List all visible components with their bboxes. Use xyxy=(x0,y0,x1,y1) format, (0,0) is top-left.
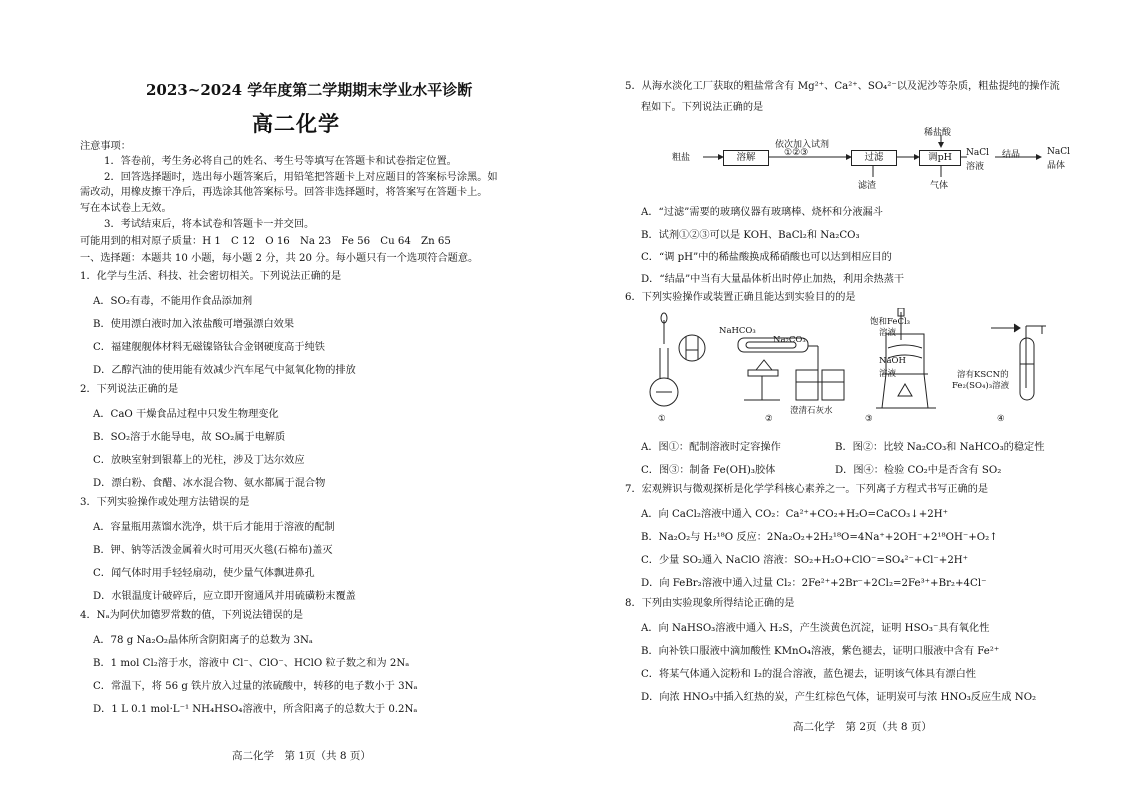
flow-residue-label: 滤渣 xyxy=(858,181,877,191)
q4-option-c: C．常温下，将 56 g 铁片放入过量的浓硫酸中，转移的电子数小于 3Nₐ xyxy=(93,681,418,692)
q5-option-a: A．“过滤”需要的玻璃仪器有玻璃棒、烧杯和分液漏斗 xyxy=(641,207,883,218)
q2-option-d: D．漂白粉、食醋、冰水混合物、氨水都属于混合物 xyxy=(93,478,326,489)
flow-step-ph: 调pH xyxy=(919,150,961,166)
label-na2co3: Na₂CO₃ xyxy=(773,335,806,345)
q2-option-c: C．放映室射到银幕上的光柱，涉及丁达尔效应 xyxy=(93,455,305,466)
label-limewater: 澄清石灰水 xyxy=(790,406,833,416)
flow-nacl-solution-2: 溶液 xyxy=(966,162,985,172)
label-naoh: NaOH xyxy=(879,356,906,366)
flow-nacl-crystal: NaCl xyxy=(1047,147,1071,157)
q6-option-b: B．图②：比较 Na₂CO₃和 NaHCO₃的稳定性 xyxy=(835,442,1045,453)
figure-number-4: ④ xyxy=(997,414,1005,424)
question-1-stem: 1．化学与生活、科技、社会密切相关。下列说法正确的是 xyxy=(80,271,342,282)
figure-1-flask xyxy=(650,313,705,406)
question-7-stem: 7．宏观辨识与微观探析是化学学科核心素养之一。下列离子方程式书写正确的是 xyxy=(625,484,989,495)
q7-option-a: A．向 CaCl₂溶液中通入 CO₂：Ca²⁺+CO₂+H₂O=CaCO₃↓+2H⁺ xyxy=(641,509,948,520)
q4-option-a: A．78 g Na₂O₂晶体所含阴阳离子的总数为 3Nₐ xyxy=(93,635,313,646)
figure-2-heating xyxy=(738,338,844,400)
q1-option-c: C．福建舰舰体材料无磁镍铬钛合金钢硬度高于纯铁 xyxy=(93,342,325,353)
q6-option-a: A．图①：配制溶液时定容操作 xyxy=(641,442,781,453)
q7-option-b: B．Na₂O₂与 H₂¹⁸O 反应：2Na₂O₂+2H₂¹⁸O=4Na⁺+2OH⁻+2¹⁸OH⁻+O₂↑ xyxy=(641,532,998,543)
flow-step-dissolve: 溶解 xyxy=(723,150,769,166)
atomic-masses: 可能用到的相对原子质量：H 1 C 12 O 16 Na 23 Fe 56 Cu 64 Zn 65 xyxy=(80,236,451,247)
flow-nacl-crystal-2: 晶体 xyxy=(1047,161,1066,171)
q3-option-d: D．水银温度计破碎后，应立即开窗通风并用硫磺粉末覆盖 xyxy=(93,591,356,602)
label-fe2so43: Fe₂(SO₄)₃溶液 xyxy=(952,381,1010,391)
q1-option-a: A．SO₂有毒，不能用作食品添加剂 xyxy=(93,296,253,307)
question-4-stem: 4．Nₐ为阿伏加德罗常数的值，下列说法错误的是 xyxy=(80,610,304,621)
q5-option-d: D．“结晶”中当有大量晶体析出时停止加热，利用余热蒸干 xyxy=(641,274,905,285)
right-page xyxy=(561,0,1122,794)
notice-line: 写在本试卷上无效。 xyxy=(80,203,172,214)
q3-option-a: A．容量瓶用蒸馏水洗净，烘干后才能用于溶液的配制 xyxy=(93,522,335,533)
flow-reagent-label: 依次加入试剂 xyxy=(775,140,830,150)
q8-option-d: D．向浓 HNO₃中插入红热的炭，产生红棕色气体，证明炭可与浓 HNO₃反应生成 NO₂ xyxy=(641,692,1037,703)
q6-option-d: D．图④：检验 CO₂中是否含有 SO₂ xyxy=(835,465,1002,476)
question-5-stem: 5．从海水淡化工厂获取的粗盐常含有 Mg²⁺、Ca²⁺、SO₄²⁻以及泥沙等杂质，粗盐提纯的操作流 xyxy=(625,81,1060,92)
q7-option-c: C．少量 SO₂通入 NaClO 溶液：SO₂+H₂O+ClO⁻=SO₄²⁻+Cl⁻+2H⁺ xyxy=(641,555,969,566)
q3-option-b: B．钾、钠等活泼金属着火时可用灭火毯(石棉布)盖灭 xyxy=(93,545,333,556)
section-heading: 一、选择题：本题共 10 小题，每小题 2 分，共 20 分。每小题只有一个选项符合题意。 xyxy=(80,253,479,264)
notice-line: 需改动，用橡皮擦干净后，再选涂其他答案标号。回答非选择题时，将答案写在答题卡上。 xyxy=(80,187,488,198)
question-2-stem: 2．下列说法正确的是 xyxy=(80,384,179,395)
q8-option-c: C．将某气体通入淀粉和 I₂的混合溶液，蓝色褪去，证明该气体具有漂白性 xyxy=(641,669,976,680)
flow-acid-label: 稀盐酸 xyxy=(924,128,952,138)
q8-option-a: A．向 NaHSO₃溶液中通入 H₂S，产生淡黄色沉淀，证明 HSO₃⁻具有氧化性 xyxy=(641,623,990,634)
q2-option-b: B．SO₂溶于水能导电，故 SO₂属于电解质 xyxy=(93,432,286,443)
notice-line: 2．回答选择题时，选出每小题答案后，用铅笔把答题卡上对应题目的答案标号涂黑。如 xyxy=(104,172,498,183)
q1-option-d: D．乙醇汽油的使用能有效减少汽车尾气中氮氧化物的排放 xyxy=(93,365,356,376)
page-footer: 高二化学 第 2页（共 8 页） xyxy=(793,721,932,733)
q6-option-c: C．图③：制备 Fe(OH)₃胶体 xyxy=(641,465,776,476)
flow-gas-label: 气体 xyxy=(930,181,949,191)
q5-option-c: C．“调 pH”中的稀盐酸换成稀硝酸也可以达到相应目的 xyxy=(641,252,892,263)
question-8-stem: 8．下列由实验现象所得结论正确的是 xyxy=(625,598,795,609)
label-fecl3-solution: 溶液 xyxy=(879,328,897,338)
notice-title: 注意事项： xyxy=(80,141,131,152)
q1-option-b: B．使用漂白液时加入浓盐酸可增强漂白效果 xyxy=(93,319,295,330)
q8-option-b: B．向补铁口服液中滴加酸性 KMnO₄溶液，紫色褪去，证明口服液中含有 Fe²⁺ xyxy=(641,646,1000,657)
q5-option-b: B．试剂①②③可以是 KOH、BaCl₂和 Na₂CO₃ xyxy=(641,230,860,241)
q4-option-b: B．1 mol Cl₂溶于水，溶液中 Cl⁻、ClO⁻、HClO 粒子数之和为 2Nₐ xyxy=(93,658,410,669)
label-fecl3: 饱和FeCl₃ xyxy=(870,317,911,327)
q7-option-d: D．向 FeBr₂溶液中通入过量 Cl₂：2Fe²⁺+2Br⁻+2Cl₂=2Fe³⁺+Br₂+4Cl⁻ xyxy=(641,578,987,589)
flow-nacl-solution: NaCl xyxy=(966,148,990,158)
figure-number-1: ① xyxy=(658,414,666,424)
flow-crystal-label: 结晶 xyxy=(1002,150,1021,160)
notice-line: 1．答卷前，考生务必将自己的姓名、考生号等填写在答题卡和试卷指定位置。 xyxy=(104,156,457,167)
flow-start-label: 粗盐 xyxy=(672,153,691,163)
figure-number-2: ② xyxy=(765,414,773,424)
page-footer: 高二化学 第 1页（共 8 页） xyxy=(232,750,371,762)
notice-line: 3．考试结束后，将本试卷和答题卡一并交回。 xyxy=(104,219,315,230)
flow-step-filter: 过滤 xyxy=(851,150,897,166)
question-5-stem-cont: 程如下。下列说法正确的是 xyxy=(641,102,764,113)
q2-option-a: A．CaO 干燥食品过程中只发生物理变化 xyxy=(93,409,279,420)
q4-option-d: D．1 L 0.1 mol·L⁻¹ NH₄HSO₄溶液中，所含阳离子的总数大于 0.2Nₐ xyxy=(93,704,418,715)
question-3-stem: 3．下列实验操作或处理方法错误的是 xyxy=(80,497,250,508)
figure-number-3: ③ xyxy=(865,414,873,424)
label-naoh-solution: 溶液 xyxy=(879,369,897,379)
subject-title: 高二化学 xyxy=(252,111,340,136)
label-nahco3: NaHCO₃ xyxy=(719,326,756,336)
label-kscn: 溶有KSCN的 xyxy=(957,370,1009,380)
flow-reagent-numbers: ①②③ xyxy=(784,148,809,158)
exam-title: 2023~2024 学年度第二学期期末学业水平诊断 xyxy=(146,81,473,99)
q3-option-c: C．闻气体时用手轻轻扇动，使少量气体飘进鼻孔 xyxy=(93,568,315,579)
question-6-stem: 6．下列实验操作或装置正确且能达到实验目的的是 xyxy=(625,292,856,303)
